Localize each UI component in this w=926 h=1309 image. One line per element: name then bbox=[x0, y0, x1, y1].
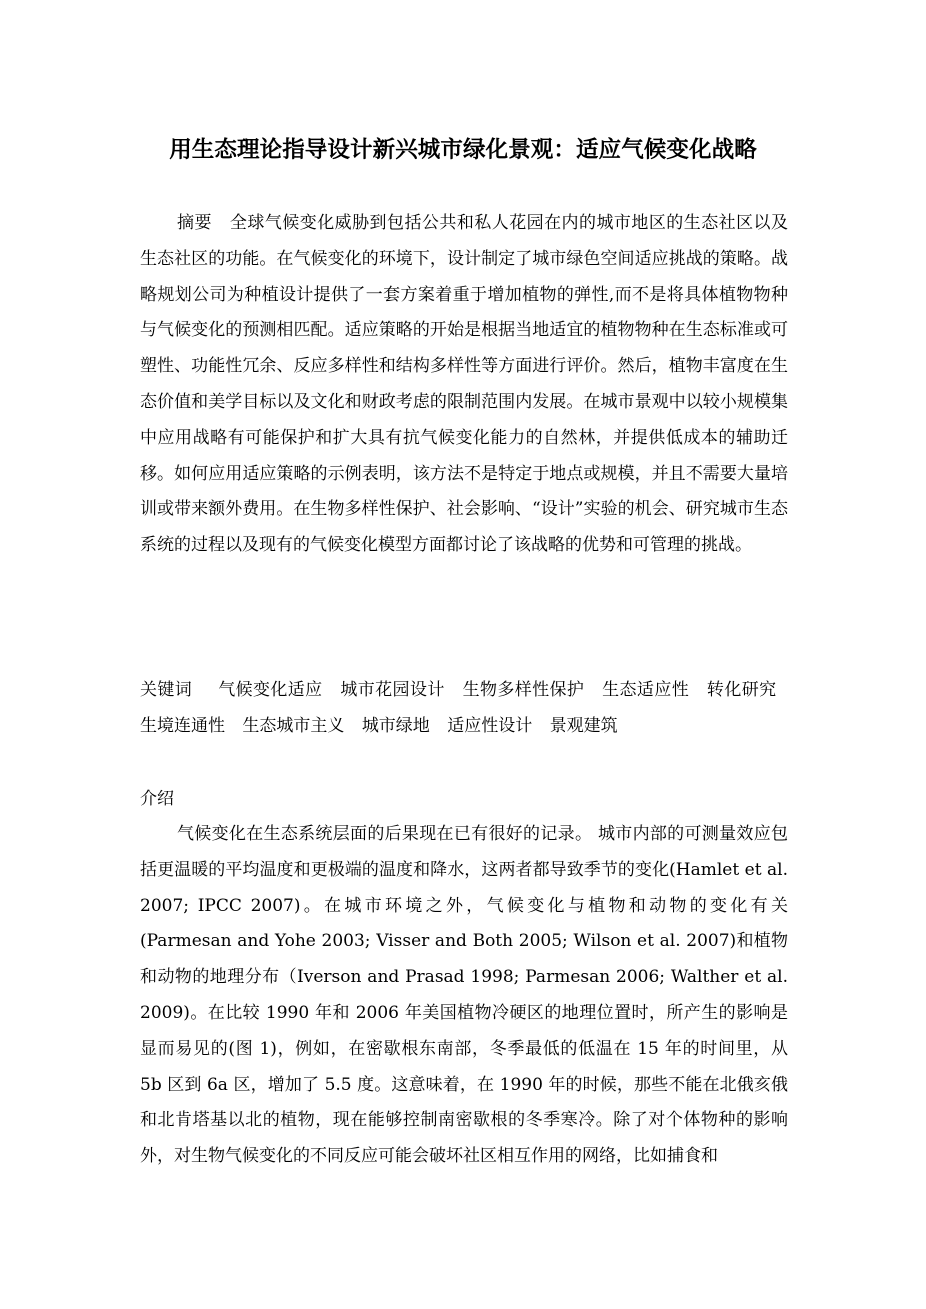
document-title: 用生态理论指导设计新兴城市绿化景观：适应气候变化战略 bbox=[169, 137, 757, 163]
introduction-paragraph: 气候变化在生态系统层面的后果现在已有很好的记录。 城市内部的可测量效应包括更温暖的平均温度和更极端的温度和降水，这两者都导致季节的变化(Hamlet et al. 2007; IPCC 2007)。在城市环境之外，气候变化与植物和动物的变化有关(Parmesan and Yohe 2003; Visser and Both 2005; Wilson et al. 2007)和植物和动物的地理分布（Iverson and Prasad 1998; Parmesan 2006; Walther et al. 2009)。在比较 1990 年和 2006 年美国植物冷硬区的地理位置时，所产生的影响是显而易见的(图 1)，例如，在密歇根东南部，冬季最低的低温在 15 年的时间里，从 5b 区到 6a 区，增加了 5.5 度。这意味着，在 1990 年的时候，那些不能在北俄亥俄和北肯塔基以北的植物，现在能够控制南密歇根的冬季寒冷。除了对个体物种的影响外，对生物气候变化的不同反应可能会破坏社区相互作用的网络，比如捕食和 bbox=[140, 824, 788, 1167]
keyword-item: 景观建筑 bbox=[549, 716, 618, 736]
keyword-item: 城市绿地 bbox=[361, 716, 430, 736]
keywords-paragraph bbox=[140, 672, 788, 744]
introduction-heading: 介绍 bbox=[140, 789, 174, 809]
keyword-item: 适应性设计 bbox=[447, 716, 533, 736]
keyword-item: 生物多样性保护 bbox=[462, 680, 585, 700]
keyword-item: 生境连通性 bbox=[140, 716, 225, 736]
abstract-label: 摘要 bbox=[177, 213, 212, 233]
keyword-item: 转化研究 bbox=[706, 680, 777, 700]
keyword-item: 生态城市主义 bbox=[242, 716, 345, 736]
abstract-text: 全球气候变化威胁到包括公共和私人花园在内的城市地区的生态社区以及生态社区的功能。在气候变化的环境下，设计制定了城市绿色空间适应挑战的策略。战略规划公司为种植设计提供了一套方案着重于增加植物的弹性,而不是将具体植物物种与气候变化的预测相匹配。适应策略的开始是根据当地适宜的植物物种在生态标准或可塑性、功能性冗余、反应多样性和结构多样性等方面进行评价。然后，植物丰富度在生态价值和美学目标以及文化和财政考虑的限制范围内发展。在城市景观中以较小规模集中应用战略有可能保护和扩大具有抗气候变化能力的自然林，并提供低成本的辅助迁移。如何应用适应策略的示例表明，该方法不是特定于地点或规模，并且不需要大量培训或带来额外费用。在生物多样性保护、社会影响、“设计”实验的机会、研究城市生态系统的过程以及现有的气候变化模型方面都讨论了该战略的优势和可管理的挑战。 bbox=[140, 213, 789, 556]
abstract-paragraph bbox=[140, 206, 788, 564]
keywords-label: 关键词 bbox=[140, 680, 193, 700]
keyword-item: 生态适应性 bbox=[602, 680, 690, 700]
keyword-item: 城市花园设计 bbox=[340, 680, 445, 700]
keyword-item: 气候变化适应 bbox=[218, 680, 323, 700]
